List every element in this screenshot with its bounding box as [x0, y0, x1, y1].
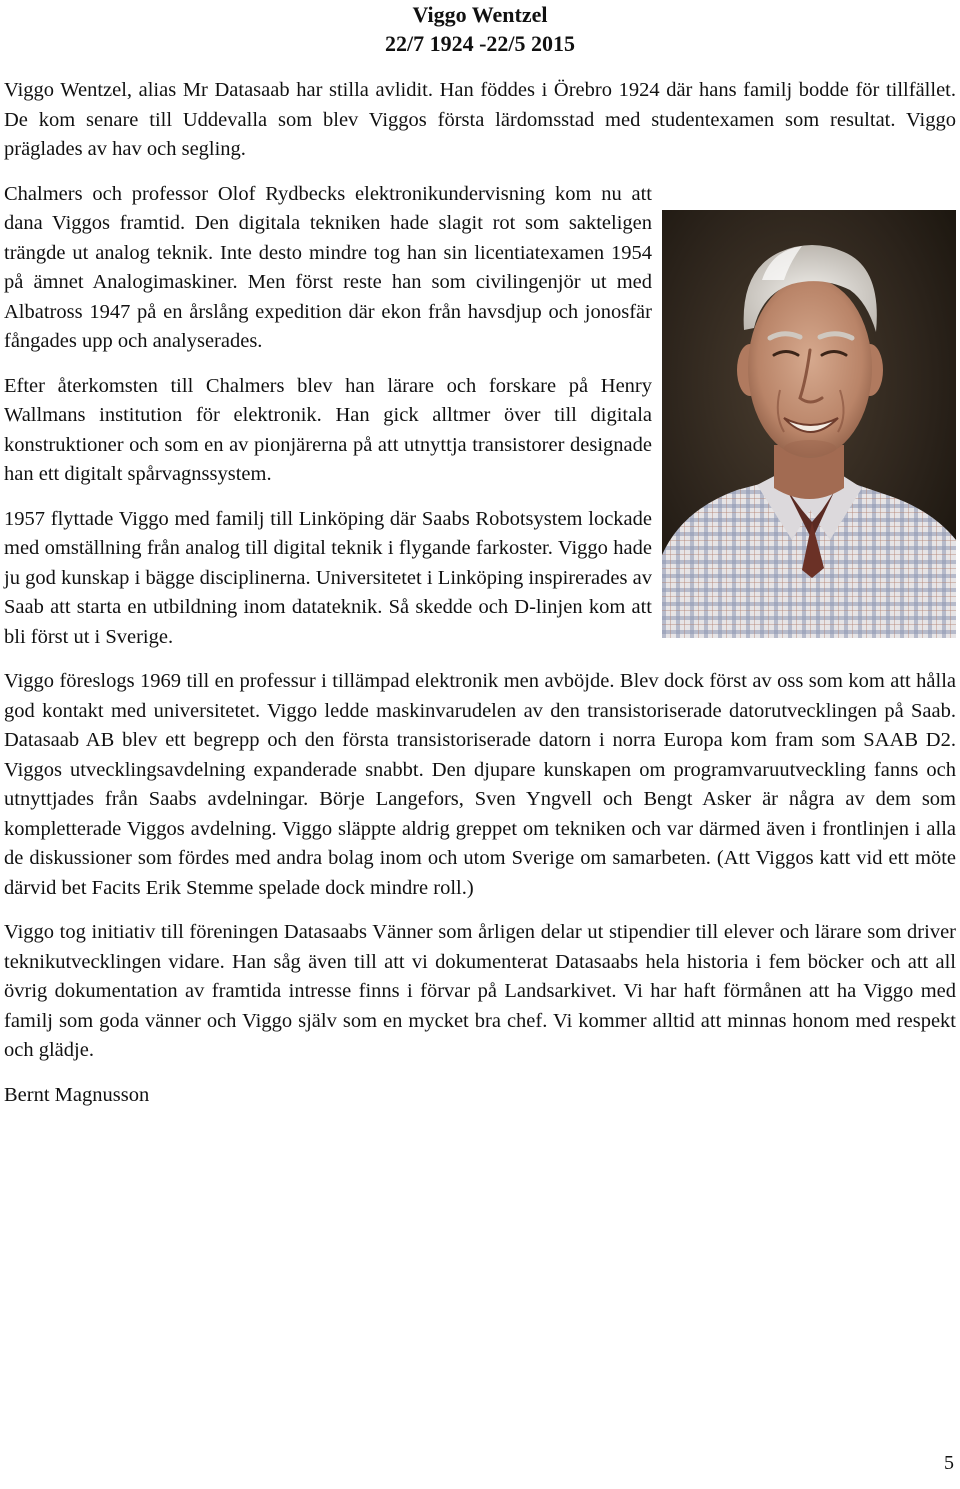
obituary-dates: 22/7 1924 -22/5 2015: [384, 31, 576, 56]
page-number: 5: [944, 1452, 954, 1474]
obituary-name: Viggo Wentzel: [412, 2, 548, 27]
paragraph: Viggo föreslogs 1969 till en professur i tillämpad elektronik men avböjde. Blev dock först av oss som kom att hålla god kontakt med universitetet. Viggo ledde maskinvarudelen av den transistoriserade datorutvecklingen på Saab. Datasaab AB blev ett begrepp och den första transistoriserade datorn i norra Europa kom fram som SAAB D2. Viggos utvecklingsavdelning expanderade snabbt. Den djupare kunskapen om programvaruutveckling fanns och utnyttjades från Saabs avdelningar. Börje Langefors, Sven Yngvell och Bengt Asker är några av dem som kompletterade Viggos avdelning. Viggo släppte aldrig greppet om tekniken och var därmed även i frontlinjen i alla de diskussioner som fördes med andra bolag inom och utom Sverige om samarbeten. (Att Viggos katt vid ett möte därvid bet Facits Erik Stemme spelade dock mindre roll.): [4, 670, 956, 899]
paragraph: 1957 flyttade Viggo med familj till Linköping där Saabs Robotsystem lockade med omställning från analog till digital teknik i flygande farkoster. Viggo hade ju god kunskap i bägge disciplinerna. Universitetet i Linköping inspirerades av Saab att starta en utbildning inom datateknik. Så skedde och D-linjen kom att bli först ut i Sverige.: [4, 507, 652, 648]
article-body: [4, 76, 956, 1125]
portrait-photo: [662, 210, 956, 638]
page-header: [0, 0, 960, 58]
paragraph: Chalmers och professor Olof Rydbecks elektronikundervisning kom nu att dana Viggos framtid. Den digitala tekniken hade slagit rot som sakteligen trängde ut analog teknik. Inte desto mindre tog han sin licentiatexamen 1954 på ämnet Analogimaskiner. Men först reste han som civilingenjör ut med Albatross 1947 på en årslång expedition där ekon från havsdjup och jonosfär fångades upp och analyserades.: [4, 182, 652, 352]
paragraph: Efter återkomsten till Chalmers blev han lärare och forskare på Henry Wallmans institution för elektronik. Han gick alltmer över till digitala konstruktioner och som en av pionjärerna på att utnyttja transistorer designade han ett digitalt spårvagnssystem.: [4, 374, 652, 485]
signature: Bernt Magnusson: [4, 1083, 150, 1106]
paragraph: Viggo tog initiativ till föreningen Datasaabs Vänner som årligen delar ut stipendier till elever och lärare som driver teknikutvecklingen vidare. Han såg även till att vi dokumenterat Datasaabs hela historia i fem böcker och att all övrig dokumentation av framtida intresse finns i förvar på Landsarkivet. Vi har haft förmånen att ha Viggo med familj som goda vänner och Viggo själv som en mycket bra chef. Vi kommer alltid att minnas honom med respekt och glädje.: [4, 921, 956, 1061]
paragraph: Viggo Wentzel, alias Mr Datasaab har stilla avlidit. Han föddes i Örebro 1924 där hans familj bodde för tillfället. De kom senare till Uddevalla som blev Viggos första lärdomsstad med studentexamen som resultat. Viggo präglades av hav och segling.: [4, 79, 956, 160]
